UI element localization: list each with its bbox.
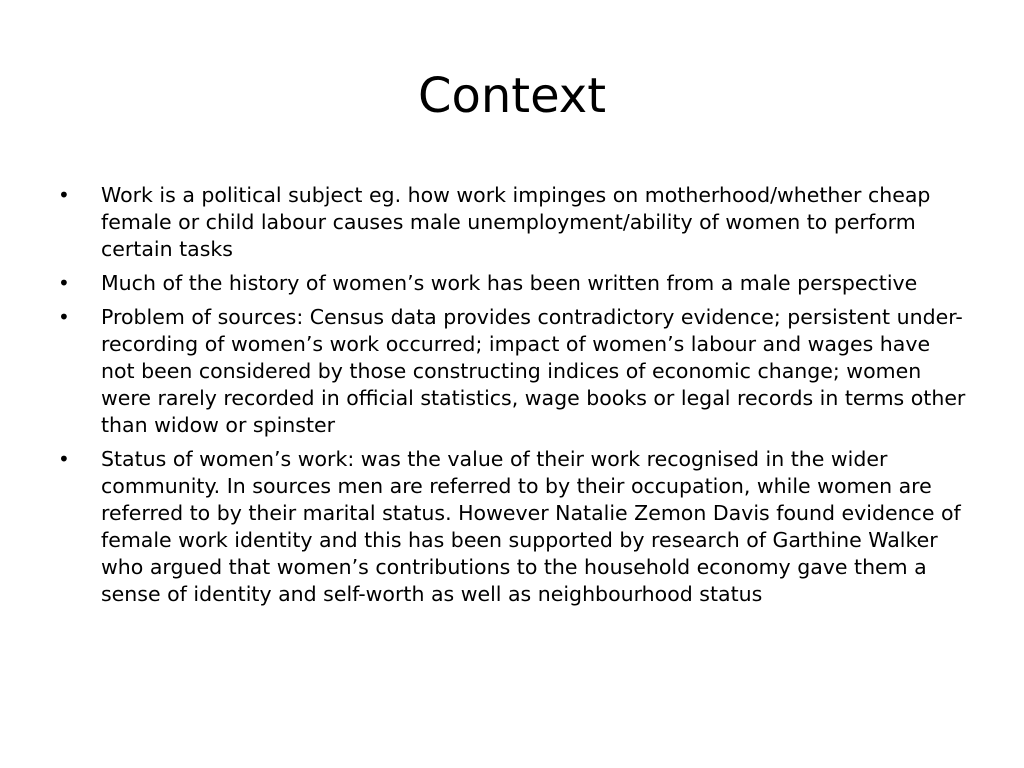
bullet-icon: • [58, 183, 70, 207]
bullet-icon: • [58, 305, 70, 329]
bullet-list [58, 182, 970, 615]
bullet-text: Problem of sources: Census data provides contradictory evidence; persistent under-recording of women’s work occurred; impact of women’s labour and wages have not been considered by those constructing indices of economic change; women were rarely recorded in official statistics, wage books or legal records in terms other than widow or spinster [101, 305, 966, 437]
slide-title: Context [417, 68, 607, 124]
bullet-text: Much of the history of women’s work has been written from a male perspective [101, 271, 918, 295]
bullet-item [58, 304, 970, 439]
bullet-text: Status of women’s work: was the value of their work recognised in the wider community. In sources men are referred to by their occupation, while women are referred to by their marital status. However Natalie Zemon Davis found evidence of female work identity and this has been supported by research of Garthine Walker who argued that women’s contributions to the household economy gave them a sense of identity and self-worth as well as neighbourhood status [101, 447, 961, 606]
bullet-icon: • [58, 271, 70, 295]
bullet-item [58, 182, 970, 263]
bullet-icon: • [58, 447, 70, 471]
bullet-text: Work is a political subject eg. how work impinges on motherhood/whether cheap female or child labour causes male unemployment/ability of women to perform certain tasks [101, 183, 931, 261]
bullet-item [58, 270, 970, 297]
bullet-item [58, 446, 970, 608]
